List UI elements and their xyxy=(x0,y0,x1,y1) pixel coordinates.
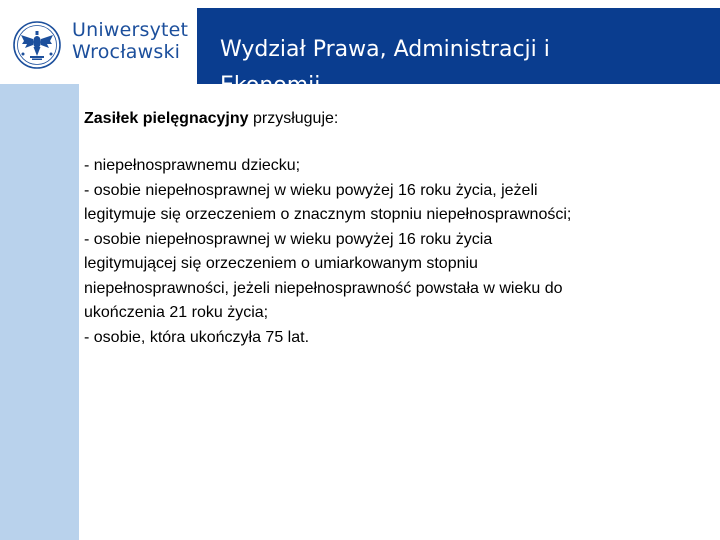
intro-rest: przysługuje: xyxy=(248,110,339,127)
slide-title: Wydział Prawa, Administracji i xyxy=(220,37,550,62)
slide-content xyxy=(82,84,718,540)
university-name-line2: Wrocławski xyxy=(72,41,181,63)
text-line: - niepełnosprawnemu dziecku; xyxy=(84,157,301,174)
text-line: legitymującej się orzeczeniem o umiarkowanym stopniu xyxy=(84,255,478,272)
university-logo xyxy=(0,0,197,84)
text-line: - osobie, która ukończyła 75 lat. xyxy=(84,328,310,346)
text-line: - osobie niepełnosprawnej w wieku powyżej 16 roku życia xyxy=(84,230,493,248)
intro-bold-term: Zasiłek pielęgnacyjny xyxy=(84,110,249,127)
intro-line xyxy=(84,109,338,129)
text-line: niepełnosprawności, jeżeli niepełnosprawność powstała w wieku do xyxy=(84,279,563,297)
left-decorative-strip xyxy=(0,84,79,540)
eligibility-list xyxy=(84,154,571,350)
header-band xyxy=(197,8,720,84)
university-name xyxy=(72,19,188,63)
university-name-line1: Uniwersytet xyxy=(72,19,189,41)
text-line: legitymuje się orzeczeniem o znacznym stopniu niepełnosprawności; xyxy=(84,206,572,223)
text-line: ukończenia 21 roku życia; xyxy=(84,304,269,321)
text-line: - osobie niepełnosprawnej w wieku powyżej 16 roku życia, jeżeli xyxy=(84,181,538,199)
university-crest-icon xyxy=(12,20,62,70)
